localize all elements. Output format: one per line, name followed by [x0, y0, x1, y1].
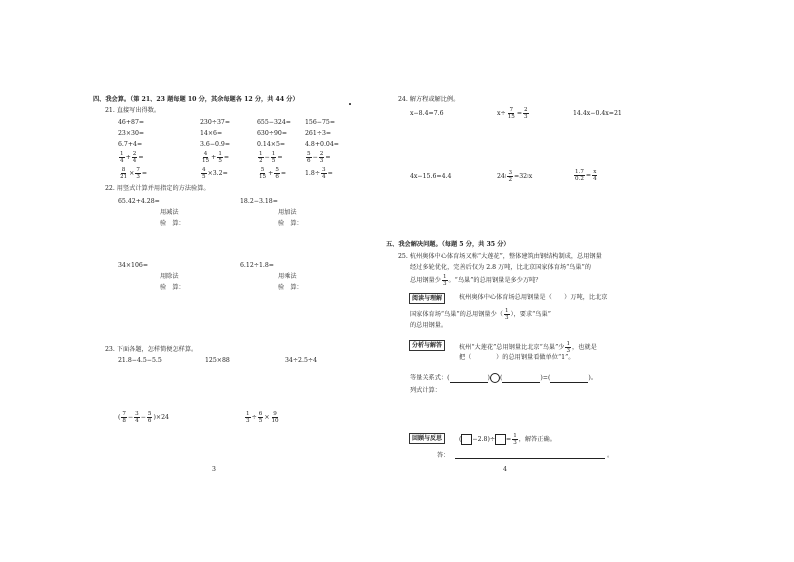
page-number-4: 4 [503, 466, 507, 473]
q24-a: x−8.4=7.6 [410, 110, 444, 117]
q22-c-method: 用除法 [160, 273, 179, 280]
q23-e: $\frac{1}{3}$ ÷ $\frac{6}{5}$ × $\frac{9}{10}$ [246, 411, 279, 424]
q24-d: 4x−15.6=4.4 [410, 173, 452, 180]
q21-r1c1: 14×6= [200, 130, 223, 137]
q21-frac-r3c1: $\frac{4}{15}$ + $\frac{1}{5}$ = [202, 151, 230, 164]
q21-r1c0: 23×30= [118, 130, 145, 137]
q23-c: 34÷2.5÷4 [285, 357, 318, 364]
answer-period: 。 [607, 452, 614, 459]
q22-d-method: 用乘法 [278, 273, 297, 280]
section4-title: 四、我会算。（第 21、23 题每题 10 分，其余每题各 12 分，共 44 分） [93, 96, 299, 103]
q24-b: x÷ $\frac{7}{15}$ = $\frac{2}{3}$ [497, 107, 528, 120]
q25-line3: 总用钢量少 $\frac{1}{3}$ 。“鸟巢”的总用钢量是多少万吨？ [410, 274, 542, 287]
q21-frac-r4c0: $\frac{8}{21}$ × $\frac{7}{3}$ = [120, 167, 148, 180]
q21-r1c3: 261÷3= [305, 130, 332, 137]
answer-box-1 [461, 434, 472, 445]
q21-r0c3: 156−75= [305, 119, 336, 126]
q22-a-method: 用减法 [160, 209, 179, 216]
q22-d: 6.12÷1.8= [240, 262, 274, 269]
q22-b-check: 验 算： [278, 220, 303, 227]
review-line: ( −2.8)÷ = $\frac{1}{3}$ ，解答正确。 [459, 433, 556, 446]
q21-r2c2: 0.14×5= [257, 141, 286, 148]
q21-frac-r3c0: $\frac{1}{4}$ + $\frac{2}{4}$ = [120, 151, 144, 164]
q21-title: 21. 直接写出得数。 [105, 107, 161, 114]
q22-c-check: 验 算： [160, 284, 185, 291]
analyze-line1: 杭州“大莲花”总用钢量比北京“鸟巢”少 $\frac{1}{3}$ ，也就是 [459, 341, 597, 354]
q21-r2c0: 6.7+4= [118, 141, 143, 148]
q25-line1: 25. 杭州奥体中心体育场又称“大莲花”，整体建筑由钢结构制成，总用钢量 [398, 253, 602, 260]
page-number-3: 3 [212, 466, 216, 473]
section5-title: 五、我会解决问题。（每题 5 分，共 35 分） [386, 241, 510, 248]
q21-r2c3: 4.8+0.04= [305, 141, 339, 148]
tag-review-reflect: 回顾与反思 [409, 433, 445, 444]
q22-a: 65.42+4.28= [118, 198, 160, 205]
q21-frac-r3c2: $\frac{1}{2}$ − $\frac{1}{5}$ = [259, 151, 283, 164]
q21-frac-r4c3: 1.8÷ $\frac{3}{4}$ = [305, 167, 333, 180]
q23-d: ( $\frac{7}{8}$ − $\frac{3}{4}$ − $\frac{5}{6}$ )×24 [118, 411, 169, 424]
q23-title: 23. 下面各题，怎样简便怎样算。 [105, 346, 198, 353]
answer-line [455, 458, 605, 459]
q21-r0c2: 655−324= [257, 119, 291, 126]
q24-f: $\frac{1.7}{0.2}$ = $\frac{x}{4}$ [575, 169, 597, 182]
analyze-line2: 把（ ）的总用钢量看做单位“1”。 [459, 354, 575, 361]
q22-b: 18.2−3.18= [240, 198, 278, 205]
q22-b-method: 用加法 [278, 209, 297, 216]
q21-r1c2: 630÷90= [257, 130, 288, 137]
q23-a: 21.8−4.5−5.5 [118, 357, 162, 364]
q21-frac-r4c1: $\frac{4}{5}$ ×3.2= [202, 167, 228, 180]
q22-c: 34×106= [118, 262, 149, 269]
q22-a-check: 验 算： [160, 220, 185, 227]
q24-title: 24. 解方程或解比例。 [398, 96, 460, 103]
answer-box-2 [495, 434, 506, 445]
operator-circle [490, 373, 500, 383]
q22-title: 22. 用竖式计算并用指定的方法验算。 [105, 185, 210, 192]
q23-b: 125×88 [205, 357, 230, 364]
q21-r0c1: 230÷37= [200, 119, 231, 126]
q25-line2: 经过多轮优化，完善后仅为 2.8 万吨，比北京国家体育场“鸟巢”的 [410, 264, 591, 271]
read-line3: 的总用钢量。 [410, 322, 448, 329]
tag-analyze-solve: 分析与解答 [409, 340, 445, 351]
calc-label: 列式计算： [410, 387, 441, 394]
q21-r0c0: 46+87= [118, 119, 145, 126]
q21-frac-r4c2: $\frac{5}{15}$ + $\frac{5}{6}$ = [259, 167, 287, 180]
q24-c: 14.4x−0.4x=21 [573, 110, 622, 117]
read-line1: 杭州奥体中心体育场总用钢量是（ ）万吨，比北京 [459, 294, 608, 301]
scan-dot [349, 103, 351, 105]
answer-label: 答： [437, 452, 450, 459]
q21-r2c1: 3.6−0.9= [200, 141, 231, 148]
read-line2: 国家体育场“鸟巢”的总用钢量少（ $\frac{1}{3}$ ），要求“鸟巢” [410, 308, 551, 321]
q21-frac-r3c3: $\frac{5}{6}$ − $\frac{2}{3}$ = [307, 151, 331, 164]
equation-line: 等量关系式：( ) ( )=( )。 [410, 374, 598, 382]
q24-e: 24∶ $\frac{3}{2}$ =32∶x [497, 170, 533, 183]
tag-read-understand: 阅读与理解 [409, 293, 445, 304]
q22-d-check: 验 算： [278, 284, 303, 291]
